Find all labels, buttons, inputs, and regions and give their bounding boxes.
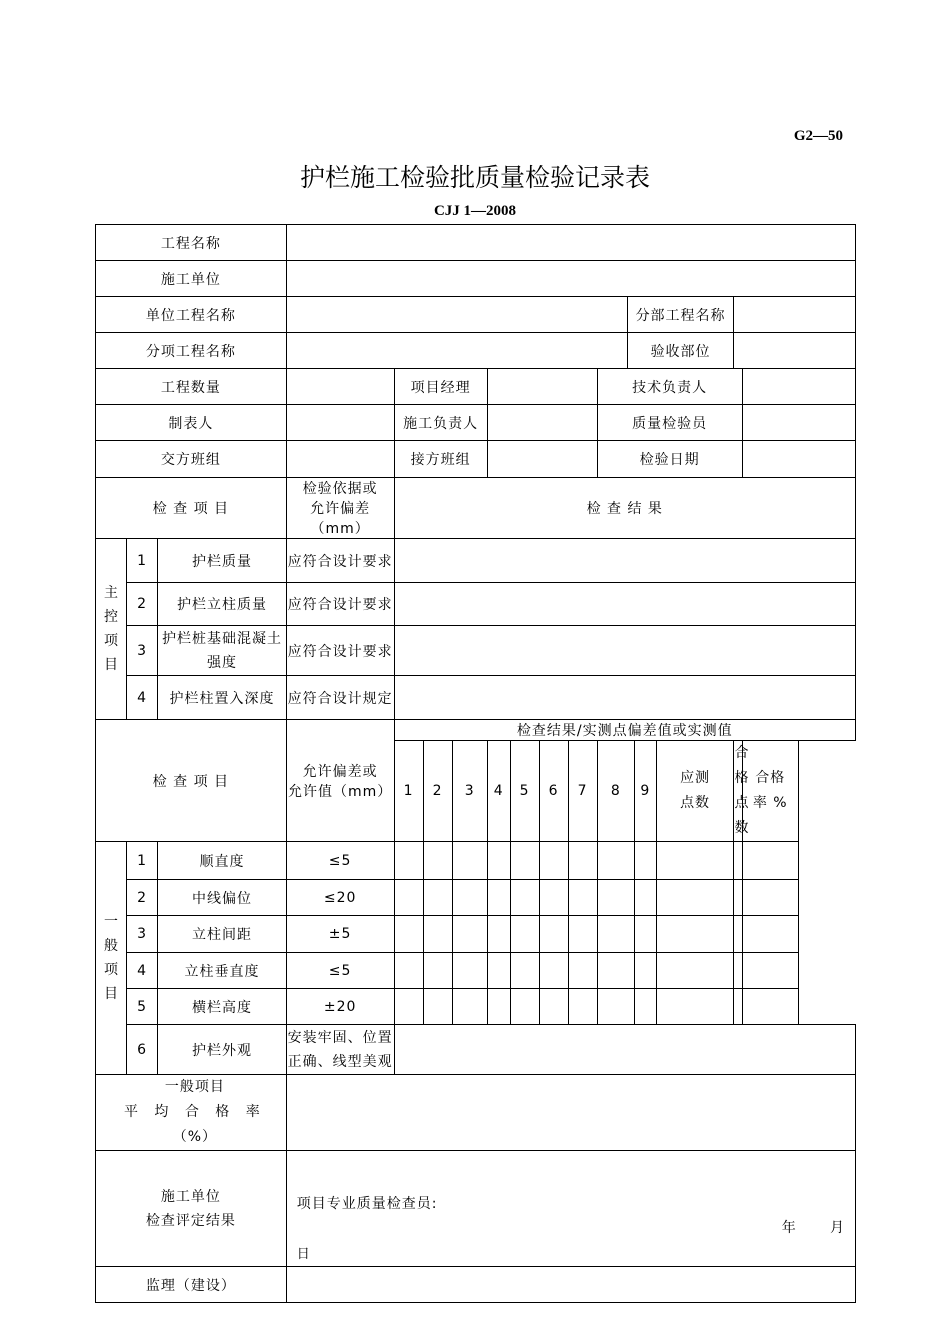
supervision-label: 监理（建设）	[96, 1267, 287, 1303]
point-header: 7	[568, 741, 597, 842]
point-cell[interactable]	[568, 989, 597, 1025]
point-cell[interactable]	[423, 953, 452, 989]
table-row	[96, 626, 856, 676]
item-tolerance: ±20	[286, 989, 394, 1025]
item-basis: 应符合设计规定	[286, 676, 394, 720]
quality-inspector-field[interactable]	[742, 405, 855, 441]
row-number: 2	[127, 880, 158, 916]
average-pass-rate-field[interactable]	[286, 1075, 855, 1151]
pass-rate-cell[interactable]	[742, 989, 798, 1025]
point-cell[interactable]	[597, 916, 634, 953]
point-cell[interactable]	[394, 953, 423, 989]
construction-unit-field[interactable]	[286, 261, 855, 297]
pass-rate-cell[interactable]	[742, 953, 798, 989]
point-cell[interactable]	[634, 842, 656, 880]
row-number: 2	[127, 583, 158, 626]
item-name: 护栏立柱质量	[158, 583, 287, 626]
point-cell[interactable]	[568, 880, 597, 916]
point-cell[interactable]	[487, 953, 510, 989]
point-cell[interactable]	[510, 953, 539, 989]
table-row	[96, 1025, 856, 1075]
point-cell[interactable]	[487, 842, 510, 880]
general-item-header: 检 查 项 目	[96, 720, 287, 842]
point-header: 9	[634, 741, 656, 842]
point-cell[interactable]	[394, 842, 423, 880]
item-project-label: 分项工程名称	[96, 333, 287, 369]
point-cell[interactable]	[487, 916, 510, 953]
point-header: 1	[394, 741, 423, 842]
row-number: 1	[127, 539, 158, 583]
construction-lead-label: 施工负责人	[394, 405, 487, 441]
point-cell[interactable]	[597, 842, 634, 880]
point-cell[interactable]	[423, 989, 452, 1025]
table-row	[96, 583, 856, 626]
evaluation-label: 施工单位 检查评定结果	[96, 1151, 287, 1267]
general-tolerance-header	[286, 720, 394, 842]
item-tolerance: ≤20	[286, 880, 394, 916]
should-measure-cell[interactable]	[656, 989, 734, 1025]
item-tolerance: ±5	[286, 916, 394, 953]
point-cell[interactable]	[423, 880, 452, 916]
item-basis: 应符合设计要求	[286, 626, 394, 676]
point-header: 3	[452, 741, 487, 842]
row-number: 4	[127, 676, 158, 720]
item-name: 顺直度	[158, 842, 287, 880]
inspector-label: 项目专业质量检查员:	[296, 1196, 438, 1212]
point-cell[interactable]	[539, 953, 568, 989]
table-row	[96, 953, 856, 989]
item-name: 护栏桩基础混凝土强度	[158, 626, 287, 676]
point-cell[interactable]	[452, 842, 487, 880]
project-name-label: 工程名称	[96, 225, 287, 261]
evaluation-field[interactable]	[286, 1151, 855, 1267]
point-cell[interactable]	[597, 880, 634, 916]
item-tolerance: 安装牢固、位置 正确、线型美观	[286, 1025, 394, 1075]
day-label: 日	[296, 1247, 311, 1262]
point-cell[interactable]	[568, 953, 597, 989]
general-group-label: 一般项目	[96, 842, 127, 1075]
result-cell[interactable]	[394, 676, 855, 720]
preparer-label: 制表人	[96, 405, 287, 441]
point-cell[interactable]	[452, 916, 487, 953]
should-measure-cell[interactable]	[656, 916, 734, 953]
row-number: 5	[127, 989, 158, 1025]
acceptance-part-field[interactable]	[734, 333, 856, 369]
point-header: 2	[423, 741, 452, 842]
tech-lead-field[interactable]	[742, 369, 855, 405]
pass-points-header: 合格 点数	[734, 741, 742, 842]
row-number: 4	[127, 953, 158, 989]
pass-points-cell[interactable]	[734, 880, 742, 916]
average-pass-rate-label: 一般项目 平 均 合 格 率 （%）	[96, 1075, 287, 1151]
point-cell[interactable]	[634, 916, 656, 953]
result-cell[interactable]	[394, 626, 855, 676]
point-cell[interactable]	[394, 916, 423, 953]
pass-points-cell[interactable]	[734, 953, 742, 989]
point-cell[interactable]	[510, 880, 539, 916]
row-number: 1	[127, 842, 158, 880]
inspection-date-label: 检验日期	[597, 441, 742, 478]
point-cell[interactable]	[597, 953, 634, 989]
table-row	[96, 842, 856, 880]
point-header: 4	[487, 741, 510, 842]
point-header: 8	[597, 741, 634, 842]
point-cell[interactable]	[634, 880, 656, 916]
construction-lead-field[interactable]	[487, 405, 597, 441]
pass-rate-cell[interactable]	[742, 880, 798, 916]
construction-unit-label: 施工单位	[96, 261, 287, 297]
point-cell[interactable]	[634, 989, 656, 1025]
page-title: 护栏施工检验批质量检验记录表	[299, 163, 650, 192]
point-header: 5	[510, 741, 539, 842]
inspection-date-field[interactable]	[742, 441, 855, 478]
receiving-team-label: 接方班组	[394, 441, 487, 478]
item-name: 立柱垂直度	[158, 953, 287, 989]
pass-points-cell[interactable]	[734, 916, 742, 953]
quality-inspector-label: 质量检验员	[597, 405, 742, 441]
pass-points-cell[interactable]	[734, 989, 742, 1025]
table-row	[96, 539, 856, 583]
item-name: 护栏外观	[158, 1025, 287, 1075]
tolerance-header-line2: 允许值（mm）	[287, 783, 393, 800]
item-basis: 应符合设计要求	[286, 583, 394, 626]
main-control-item-header: 检 查 项 目	[96, 478, 287, 539]
sub-project-field[interactable]	[734, 297, 856, 333]
item-basis: 应符合设计要求	[286, 539, 394, 583]
main-control-basis-header	[286, 478, 394, 539]
standard-code: CJJ 1—2008	[433, 203, 517, 219]
result-cell[interactable]	[394, 539, 855, 583]
sub-project-label: 分部工程名称	[627, 297, 734, 333]
project-manager-field[interactable]	[487, 369, 597, 405]
should-measure-cell[interactable]	[656, 880, 734, 916]
point-cell[interactable]	[423, 916, 452, 953]
point-cell[interactable]	[510, 842, 539, 880]
pass-rate-header: 合格 率 %	[742, 741, 798, 842]
should-measure-header: 应测 点数	[656, 741, 734, 842]
quantity-label: 工程数量	[96, 369, 287, 405]
tech-lead-label: 技术负责人	[597, 369, 742, 405]
point-cell[interactable]	[487, 989, 510, 1025]
main-control-result-header: 检 查 结 果	[394, 478, 855, 539]
point-cell[interactable]	[394, 880, 423, 916]
should-measure-cell[interactable]	[656, 953, 734, 989]
tolerance-header-line1: 允许偏差或	[302, 763, 378, 780]
table-row	[96, 880, 856, 916]
year-label: 年	[781, 1220, 797, 1236]
project-name-field[interactable]	[286, 225, 855, 261]
table-row	[96, 989, 856, 1025]
item-name: 护栏柱置入深度	[158, 676, 287, 720]
project-manager-label: 项目经理	[394, 369, 487, 405]
point-cell[interactable]	[510, 989, 539, 1025]
point-cell[interactable]	[634, 953, 656, 989]
point-cell[interactable]	[452, 989, 487, 1025]
table-row	[96, 916, 856, 953]
handover-team-field[interactable]	[286, 441, 394, 478]
point-cell[interactable]	[539, 989, 568, 1025]
inspection-form-table	[95, 224, 856, 1303]
pass-rate-cell[interactable]	[742, 842, 798, 880]
handover-team-label: 交方班组	[96, 441, 287, 478]
table-row	[96, 676, 856, 720]
pass-rate-cell[interactable]	[742, 916, 798, 953]
item-tolerance: ≤5	[286, 953, 394, 989]
item-name: 护栏质量	[158, 539, 287, 583]
supervision-field[interactable]	[286, 1267, 855, 1303]
point-cell[interactable]	[510, 916, 539, 953]
unit-project-field[interactable]	[286, 297, 627, 333]
month-label: 月	[830, 1220, 845, 1236]
form-code: G2—50	[793, 128, 843, 144]
basis-header-line1: 检验依据或	[302, 481, 378, 497]
item-name: 横栏高度	[158, 989, 287, 1025]
point-header: 6	[539, 741, 568, 842]
general-result-header: 检查结果/实测点偏差值或实测值	[394, 720, 855, 741]
point-cell[interactable]	[452, 953, 487, 989]
main-control-group-label: 主控项目	[96, 539, 127, 720]
should-measure-cell[interactable]	[656, 842, 734, 880]
result-cell[interactable]	[394, 1025, 855, 1075]
preparer-field[interactable]	[286, 405, 394, 441]
item-tolerance: ≤5	[286, 842, 394, 880]
receiving-team-field[interactable]	[487, 441, 597, 478]
point-cell[interactable]	[394, 989, 423, 1025]
point-cell[interactable]	[568, 916, 597, 953]
item-project-field[interactable]	[286, 333, 627, 369]
result-cell[interactable]	[394, 583, 855, 626]
pass-points-cell[interactable]	[734, 842, 742, 880]
basis-header-line2: 允许偏差（mm）	[310, 501, 371, 537]
acceptance-part-label: 验收部位	[627, 333, 734, 369]
unit-project-label: 单位工程名称	[96, 297, 287, 333]
point-cell[interactable]	[597, 989, 634, 1025]
point-cell[interactable]	[539, 916, 568, 953]
row-number: 3	[127, 916, 158, 953]
quantity-field[interactable]	[286, 369, 394, 405]
point-cell[interactable]	[452, 880, 487, 916]
point-cell[interactable]	[423, 842, 452, 880]
item-name: 中线偏位	[158, 880, 287, 916]
row-number: 3	[127, 626, 158, 676]
point-cell[interactable]	[487, 880, 510, 916]
point-cell[interactable]	[568, 842, 597, 880]
item-name: 立柱间距	[158, 916, 287, 953]
row-number: 6	[127, 1025, 158, 1075]
point-cell[interactable]	[539, 842, 568, 880]
point-cell[interactable]	[539, 880, 568, 916]
